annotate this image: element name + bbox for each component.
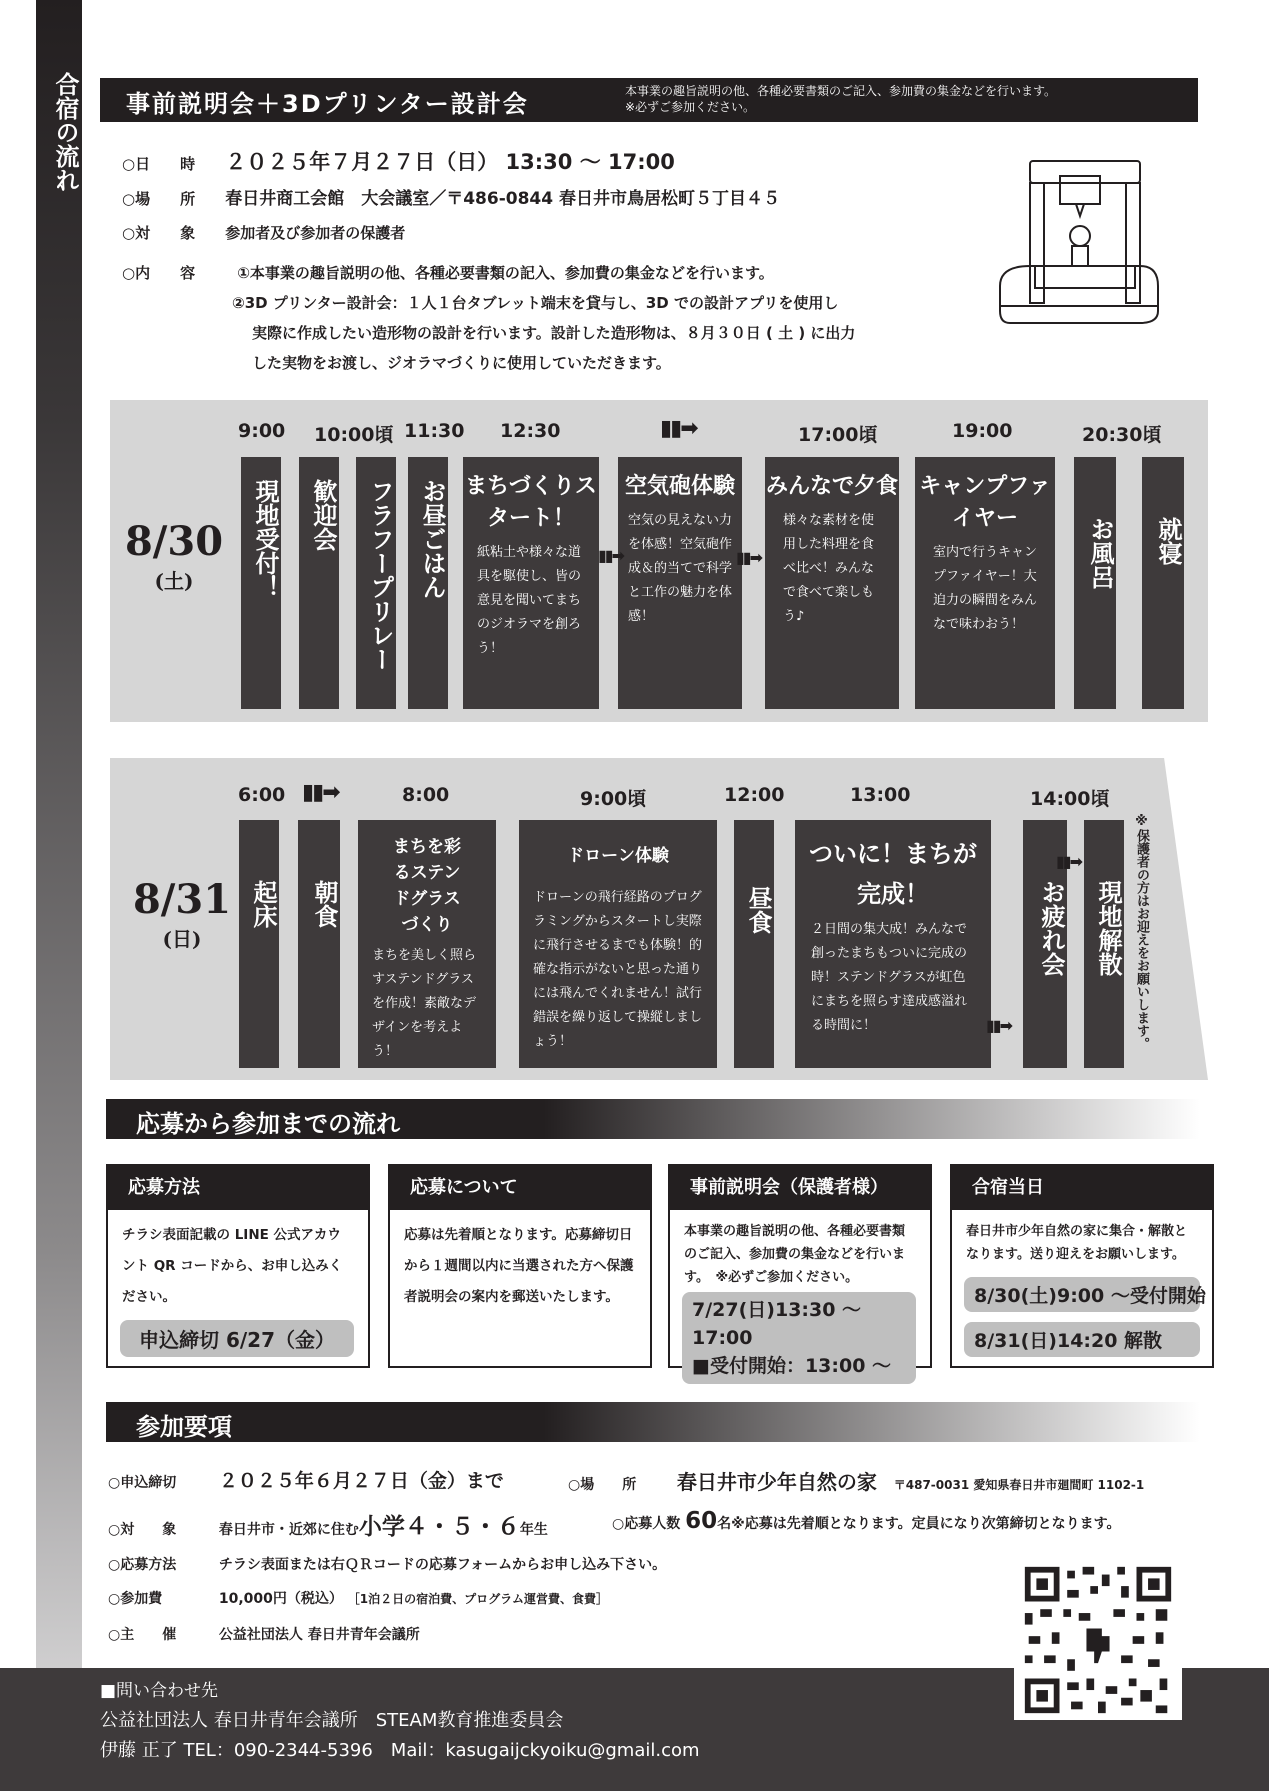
req-target-row — [108, 1508, 548, 1541]
day1-time-1900: 19:00 — [952, 420, 1013, 442]
day2-box-breakfast — [298, 820, 340, 1068]
day1-date — [114, 518, 234, 594]
day1-time-2030: 20:30頃 — [1082, 424, 1162, 446]
day1-box-campfire — [915, 457, 1055, 709]
flow-card-campday-title: 合宿当日 — [952, 1166, 1212, 1210]
req-count-label: ○応募人数 — [612, 1516, 681, 1532]
day2-box-drone — [519, 820, 717, 1068]
pre-note-line2: ※必ずご参加ください。 — [625, 100, 756, 114]
req-fee-row — [108, 1588, 608, 1608]
day2-box-wakeup-text: 起床 — [249, 880, 277, 928]
pre-content-line4: した実物をお渡し、ジオラマづくりに使用していただきます。 — [252, 354, 671, 372]
flow-card-campday-end: 8/31(日)14:20 解散 — [964, 1322, 1200, 1357]
req-fee-note: ［1泊２日の宿泊費、プログラム運営費、食費］ — [347, 1592, 609, 1606]
flow-card-campday-start: 8/30(土)9:00 ～受付開始 — [964, 1277, 1200, 1312]
day1-box-checkin — [241, 457, 281, 709]
day2-time-1300: 13:00 — [850, 784, 911, 806]
day2-date — [122, 876, 242, 952]
day1-weekday: (土) — [154, 569, 194, 593]
flow-card-about-body: 応募は先着順となります。応募締切日から１週間以内に当選された方へ保護者説明会の案内を郵送いたします。 — [404, 1227, 634, 1305]
req-fee-value: 10,000円（税込） — [218, 1591, 343, 1607]
day1-box-aircannon — [618, 457, 742, 709]
pre-date-label: ○日 時 — [122, 155, 196, 173]
day1-time-1700: 17:00頃 — [798, 424, 878, 446]
day2-time-0900: 9:00頃 — [580, 788, 647, 810]
sidebar-strip — [36, 0, 82, 1668]
day2-box-drone-desc: ドローンの飛行経路のプログラミングからスタートし実際に飛行させるまでも体験！的確な指示がないと思った通りには飛んでくれません！試行錯誤を繰り返して操縦しましょう！ — [533, 890, 703, 1049]
req-count-row — [612, 1508, 1120, 1534]
day2-time-0600: 6:00 — [238, 784, 286, 806]
day2-box-party-text: お疲れ会 — [1037, 880, 1065, 976]
pre-note-line1: 本事業の趣旨説明の他、各種必要書類のご記入、参加費の集金などを行います。 — [625, 84, 1057, 98]
flow-card-briefing-times — [682, 1292, 916, 1384]
day2-box-stainedglass — [358, 820, 496, 1068]
day1-box-lunch-text: お昼ごはん — [418, 479, 446, 599]
day1-box-relay-text: フラフープリレー — [366, 479, 394, 671]
req-host-label: ○主 催 — [108, 1627, 177, 1643]
day1-time-1000: 10:00頃 — [314, 424, 394, 446]
footer-heading: ■問い合わせ先 — [100, 1681, 219, 1701]
req-host-value: 公益社団法人 春日井青年会議所 — [218, 1627, 420, 1643]
pre-date-row — [122, 146, 675, 176]
flow-section-title: 応募から参加までの流れ — [136, 1110, 400, 1138]
req-deadline-row — [108, 1466, 504, 1493]
day2-date-text: 8/31 — [132, 876, 232, 923]
day2-time-1400: 14:00頃 — [1030, 788, 1110, 810]
pre-content-row — [122, 262, 774, 283]
day1-box-relay — [356, 457, 396, 709]
day2-box-lunch-text: 昼食 — [744, 886, 772, 934]
day1-box-town-title: まちづくりスタート！ — [465, 474, 597, 531]
day1-box-dinner-title: みんなで夕食 — [765, 474, 898, 499]
req-target-grades: 小学４・５・６ — [358, 1514, 520, 1540]
day2-weekday: (日) — [162, 927, 202, 951]
day2-box-complete-desc: ２日間の集大成！みんなで創ったまちもついに完成の時！ステンドグラスが虹色にまちを照らす達成感溢れる時間に！ — [811, 922, 968, 1033]
flow-card-about — [388, 1164, 652, 1368]
day1-arrow3-icon: ▮▮➡ — [736, 548, 762, 567]
day2-box-drone-title: ドローン体験 — [567, 846, 669, 866]
day2-box-stainedglass-title: まちを彩るステンドグラスづくり — [393, 837, 461, 935]
flow-card-method-title: 応募方法 — [108, 1166, 368, 1210]
3d-printer-illustration — [990, 156, 1160, 336]
pre-date-value: ２０２５年７月２７日（日） 13:30 ～ 17:00 — [225, 150, 675, 174]
pre-content-line3: 実際に作成したい造形物の設計を行います。設計した造形物は、８月３０日 ( 土 ) に出力 — [252, 324, 856, 342]
day1-date-text: 8/30 — [124, 518, 224, 565]
pre-session-note — [625, 83, 1185, 115]
day1-box-campfire-title: キャンプファイヤー — [919, 474, 1051, 531]
day1-box-dinner — [765, 457, 899, 709]
day1-box-welcome-text: 歓迎会 — [309, 479, 337, 551]
footer-contact[interactable]: 伊藤 正了 TEL：090-2344-5396 Mail：kasugaijckyoiku@gmail.com — [100, 1740, 700, 1761]
req-place-label: ○場 所 — [568, 1477, 637, 1493]
day2-side-note: ※保護者の方はお迎えをお願いします。 — [1134, 814, 1149, 1050]
day1-box-sleep — [1142, 457, 1184, 709]
pre-target-value: 参加者及び参加者の保護者 — [225, 224, 406, 242]
req-place-row — [568, 1466, 1144, 1495]
footer-org: 公益社団法人 春日井青年会議所 STEAM教育推進委員会 — [100, 1710, 564, 1731]
req-target-post: 年生 — [519, 1522, 548, 1538]
flow-card-briefing-time2: ■受付開始：13:00 ～ — [692, 1355, 892, 1377]
day1-box-aircannon-desc: 空気の見えない力を体感！空気砲作成＆的当てで科学と工作の魅力を体感！ — [628, 513, 733, 624]
req-count-value: 60 — [685, 1508, 718, 1534]
req-place-address: 〒487-0031 愛知県春日井市廻間町 1102‐1 — [893, 1478, 1145, 1492]
req-method-value: チラシ表面または右ＱＲコードの応募フォームからお申し込み下さい。 — [218, 1557, 667, 1573]
day1-arrow2-icon: ▮▮➡ — [598, 546, 624, 565]
day2-arrow3-icon: ▮▮➡ — [1056, 852, 1082, 871]
requirements-section-header — [106, 1402, 1200, 1442]
req-count-note: 名※応募は先着順となります。定員になり次第締切となります。 — [717, 1516, 1121, 1532]
flow-card-briefing-body: 本事業の趣旨説明の他、各種必要書類のご記入、参加費の集金などを行います。 ※必ずご参加ください。 — [684, 1224, 906, 1285]
day1-box-bath-text: お風呂 — [1086, 517, 1114, 589]
day2-box-complete — [795, 820, 991, 1068]
day1-box-bath — [1074, 457, 1116, 709]
day2-box-breakfast-text: 朝食 — [310, 880, 338, 928]
day2-time-1200: 12:00 — [724, 784, 785, 806]
req-method-label: ○応募方法 — [108, 1557, 177, 1573]
day2-box-dismiss — [1084, 820, 1124, 1068]
day2-box-complete-title: ついに！まちが完成！ — [809, 840, 977, 908]
pre-content-line1: ①本事業の趣旨説明の他、各種必要書類の記入、参加費の集金などを行います。 — [237, 264, 774, 282]
day1-arrow-icon: ▮▮➡ — [660, 416, 697, 441]
req-target-pre: 春日井市・近郊に住む — [218, 1522, 359, 1538]
req-deadline-label: ○申込締切 — [108, 1475, 177, 1491]
day1-box-welcome — [299, 457, 339, 709]
flow-card-method-deadline: 申込締切 6/27（金） — [120, 1320, 354, 1357]
flow-card-briefing-time1: 7/27(日)13:30 ～ 17:00 — [692, 1299, 862, 1349]
day1-box-aircannon-title: 空気砲体験 — [624, 474, 735, 499]
flow-card-campday-body: 春日井市少年自然の家に集合・解散となります。送り迎えをお願いします。 — [966, 1224, 1188, 1262]
day1-time-1130: 11:30 — [404, 420, 465, 442]
req-host-row — [108, 1624, 420, 1644]
day2-box-dismiss-text: 現地解散 — [1094, 880, 1122, 976]
day2-time-0800: 8:00 — [402, 784, 450, 806]
qr-code-icon[interactable] — [1014, 1560, 1182, 1720]
flow-card-about-title: 応募について — [390, 1166, 650, 1210]
req-place-value: 春日井市少年自然の家 — [676, 1470, 877, 1494]
pre-session-title: 事前説明会＋3Dプリンター設計会 — [126, 90, 529, 118]
pre-content-label: ○内 容 — [122, 264, 196, 282]
day2-box-stainedglass-desc: まちを美しく照らすステンドグラスを作成！素敵なデザインを考えよう！ — [372, 948, 477, 1059]
requirements-section-title: 参加要項 — [136, 1413, 232, 1441]
req-fee-label: ○参加費 — [108, 1591, 163, 1607]
req-method-row — [108, 1554, 666, 1574]
day1-box-town-desc: 紙粘土や様々な道具を駆使し、皆の意見を聞いてまちのジオラマを創ろう！ — [477, 545, 582, 656]
day2-box-lunch — [734, 820, 774, 1068]
pre-place-value: 春日井商工会館 大会議室／〒486-0844 春日井市鳥居松町５丁目４５ — [225, 189, 781, 209]
day1-box-dinner-desc: 様々な素材を使用した料理を食べ比べ！みんなで食べて楽しもう♪ — [783, 513, 875, 624]
day1-time-1230: 12:30 — [500, 420, 561, 442]
pre-target-row — [122, 222, 405, 243]
flow-card-method-body: チラシ表面記載の LINE 公式アカウント QR コードから、お申し込みください。 — [122, 1227, 343, 1305]
day1-box-town — [463, 457, 599, 709]
day1-box-checkin-text: 現地受付！ — [251, 479, 279, 599]
pre-place-label: ○場 所 — [122, 190, 196, 208]
day1-time-0900: 9:00 — [238, 420, 286, 442]
req-deadline-value: ２０２５年６月２７日（金）まで — [218, 1470, 504, 1492]
sidebar-label: 合宿の流れ — [51, 72, 79, 192]
day2-arrow-icon: ▮▮➡ — [302, 780, 339, 805]
day2-box-wakeup — [239, 820, 279, 1068]
day2-arrow2-icon: ▮▮➡ — [986, 1016, 1012, 1035]
day1-box-sleep-text: 就寝 — [1154, 517, 1182, 565]
day1-box-campfire-desc: 室内で行うキャンプファイヤー！大迫力の瞬間をみんなで味わおう！ — [933, 545, 1038, 632]
flow-card-briefing-title: 事前説明会（保護者様） — [670, 1166, 930, 1210]
pre-content-line2: ②3D プリンター設計会：１人１台タブレット端末を貸与し、3D での設計アプリを使用し — [232, 294, 839, 312]
day1-box-lunch — [408, 457, 448, 709]
req-target-label: ○対 象 — [108, 1522, 177, 1538]
pre-place-row — [122, 184, 780, 209]
pre-target-label: ○対 象 — [122, 224, 196, 242]
